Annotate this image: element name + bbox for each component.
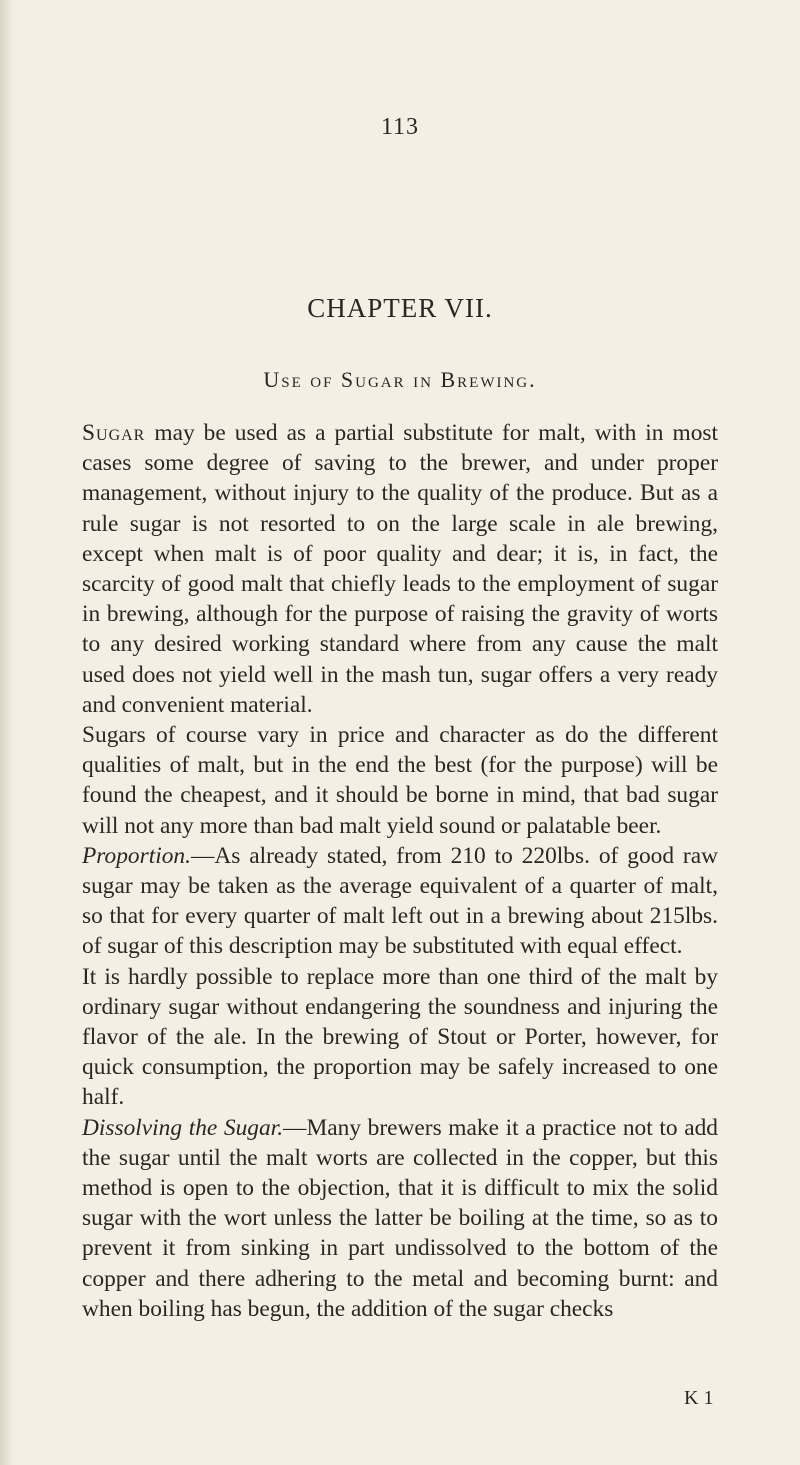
paragraph-text: —As already stated, from 210 to 220lbs. of good raw sugar may be taken as the average equivalent of a quarter of malt, so that for every quarter of malt left out in a brewing about 215lbs. of sugar of this description may be substituted with equal effect.	[82, 842, 718, 960]
paragraph-sugars-vary	[82, 720, 718, 841]
paragraph-text: It is hardly possible to replace more than one third of the malt by ordinary sugar without endangering the soundness and injuring the flavor of the ale. In the brewing of Stout or Porter, however, for quick consumption, the proportion may be safely increased to one half.	[82, 963, 718, 1111]
paragraph-text: may be used as a partial substitute for malt, with in most cases some degree of saving to the brewer, and under proper management, without injury to the quality of the produce. But as a rule sugar is not resorted to on the large scale in ale brewing, except when malt is of poor quality and dear; it is, in fact, the scarcity of good malt that chiefly leads to the employment of sugar in brewing, although for the purpose of raising the gravity of worts to any desired working standard where from any cause the malt used does not yield well in the mash tun, sugar offers a very ready and convenient material.	[82, 420, 718, 718]
paragraph-lead: Proportion.	[82, 842, 191, 869]
paragraph-dissolving	[82, 1113, 718, 1324]
paragraph-sugar	[82, 418, 718, 720]
signature-mark: K 1	[684, 1387, 714, 1409]
paragraph-lead: Dissolving the Sugar.	[82, 1114, 284, 1141]
paragraph-proportion	[82, 841, 718, 962]
section-title: Use of Sugar in Brewing.	[263, 367, 537, 392]
page-number: 113	[380, 114, 420, 140]
chapter-title: CHAPTER VII.	[307, 293, 493, 323]
page-gutter-shadow	[0, 0, 14, 1465]
paragraph-text: —Many brewers make it a practice not to add the sugar until the malt worts are collected in the copper, but this method is open to the objection, that it is difficult to mix the solid sugar with the wort unless the latter be boiling at the time, so as to prevent it from sinking in part undissolved to the bottom of the copper and there adhering to the metal and becoming burnt: and when boiling has begun, the addition of the sugar checks	[82, 1114, 718, 1322]
paragraph-text: Sugars of course vary in price and character as do the different qualities of malt, but in the end the best (for the purpose) will be found the cheapest, and it should be borne in mind, that bad sugar will not any more than bad malt yield sound or palatable beer.	[82, 722, 718, 839]
paragraph-replace	[82, 962, 718, 1113]
paragraph-lead: Sugar	[82, 420, 146, 446]
body-text	[82, 418, 718, 1324]
